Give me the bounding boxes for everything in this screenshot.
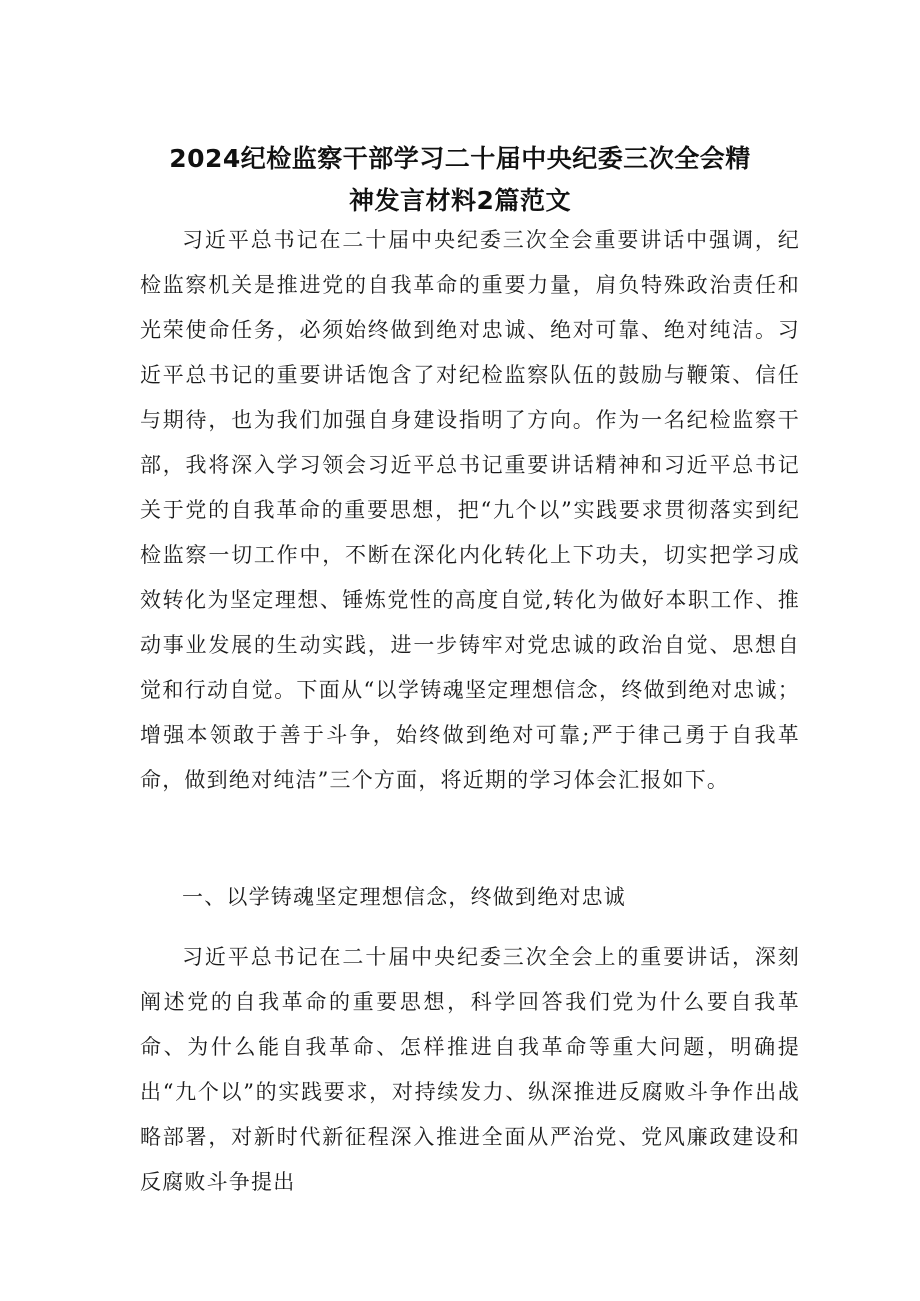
section-1-paragraph: 习近平总书记在二十届中央纪委三次全会上的重要讲话，深刻阐述党的自我革命的重要思想，科学回答我们党为什么要自我革命、为什么能自我革命、怎样推进自我革命等重大问题，明确提出“九个以”的实践要求，对持续发力、纵深推进反腐败斗争作出战略部署，对新时代新征程深入推进全面从严治党、党风廉政建设和反腐败斗争提出: [140, 945, 800, 1194]
document-title-line-2: 神发言材料2篇范文: [349, 186, 571, 215]
section-heading-1: 一、以学铸魂坚定理想信念，终做到绝对忠诚: [182, 885, 626, 909]
document-title-line-1: 2024纪检监察干部学习二十届中央纪委三次全会精: [169, 144, 751, 173]
document-title: [140, 138, 780, 222]
intro-paragraph: 习近平总书记在二十届中央纪委三次全会重要讲话中强调，纪检监察机关是推进党的自我革命的重要力量，肩负特殊政治责任和光荣使命任务，必须始终做到绝对忠诚、绝对可靠、绝对纯洁。习近平总书记的重要讲话饱含了对纪检监察队伍的鼓励与鞭策、信任与期待，也为我们加强自身建设指明了方向。作为一名纪检监察干部，我将深入学习领会习近平总书记重要讲话精神和习近平总书记关于党的自我革命的重要思想，把“九个以”实践要求贯彻落实到纪检监察一切工作中，不断在深化内化转化上下功夫，切实把学习成效转化为坚定理想、锤炼党性的高度自觉,转化为做好本职工作、推动事业发展的生动实践，进一步铸牢对党忠诚的政治自觉、思想自觉和行动自觉。下面从“以学铸魂坚定理想信念，终做到绝对忠诚；增强本领敢于善于斗争，始终做到绝对可靠;严于律己勇于自我革命，做到绝对纯洁”三个方面，将近期的学习体会汇报如下。: [140, 228, 800, 792]
